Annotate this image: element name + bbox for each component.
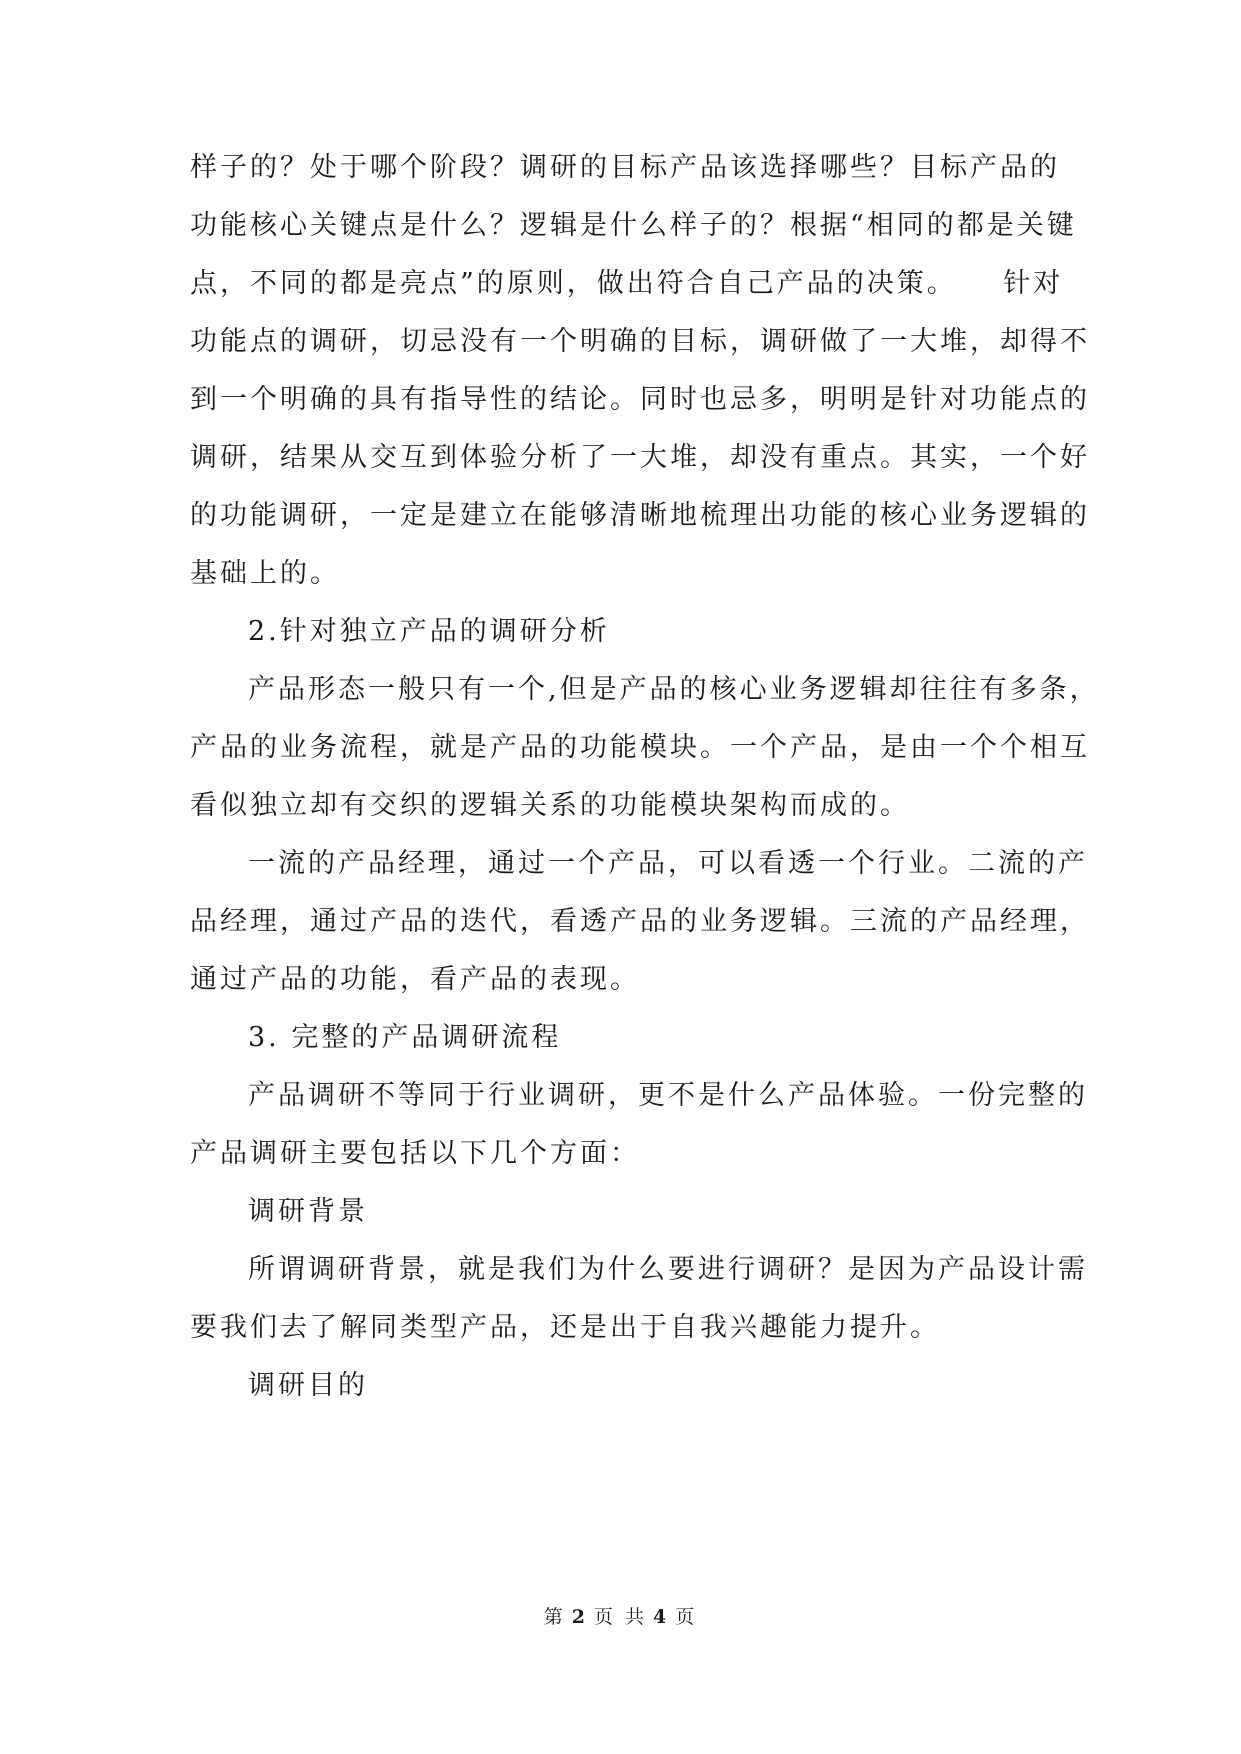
paragraph-line: 要我们去了解同类型产品，还是出于自我兴趣能力提升。 bbox=[190, 1312, 940, 1343]
current-page-number: 2 bbox=[571, 1606, 588, 1628]
paragraph-line: 功能核心关键点是什么？逻辑是什么样子的？根据“相同的都是关键 bbox=[190, 210, 1077, 241]
subsection-heading: 调研背景 bbox=[248, 1196, 368, 1227]
footer-prefix: 第 bbox=[543, 1606, 566, 1628]
paragraph-line: 的功能调研，一定是建立在能够清晰地梳理出功能的核心业务逻辑的 bbox=[190, 500, 1090, 531]
total-pages-number: 4 bbox=[653, 1606, 670, 1628]
paragraph-line: 点，不同的都是亮点”的原则，做出符合自己产品的决策。 针对 bbox=[190, 268, 1064, 299]
subsection-heading: 调研目的 bbox=[248, 1370, 368, 1401]
paragraph-line: 产品的业务流程，就是产品的功能模块。一个产品，是由一个个相互 bbox=[190, 732, 1090, 763]
paragraph-line: 功能点的调研，切忌没有一个明确的目标，调研做了一大堆，却得不 bbox=[190, 326, 1090, 357]
section-heading: 3. 完整的产品调研流程 bbox=[248, 1022, 562, 1053]
paragraph-line: 到一个明确的具有指导性的结论。同时也忌多，明明是针对功能点的 bbox=[190, 384, 1090, 415]
paragraph-line: 产品调研不等同于行业调研，更不是什么产品体验。一份完整的 bbox=[248, 1080, 1088, 1111]
paragraph-line: 产品调研主要包括以下几个方面： bbox=[190, 1138, 640, 1169]
section-heading: 2.针对独立产品的调研分析 bbox=[248, 616, 610, 647]
paragraph-line: 一流的产品经理，通过一个产品，可以看透一个行业。二流的产 bbox=[248, 848, 1088, 879]
paragraph-line: 所谓调研背景，就是我们为什么要进行调研？是因为产品设计需 bbox=[248, 1254, 1088, 1285]
footer-suffix: 页 bbox=[675, 1606, 698, 1628]
paragraph-line: 品经理，通过产品的迭代，看透产品的业务逻辑。三流的产品经理， bbox=[190, 906, 1090, 937]
paragraph-line: 产品形态一般只有一个,但是产品的核心业务逻辑却往往有多条， bbox=[248, 674, 1100, 705]
paragraph-line: 基础上的。 bbox=[190, 558, 340, 589]
paragraph-line: 看似独立却有交织的逻辑关系的功能模块架构而成的。 bbox=[190, 790, 910, 821]
paragraph-line: 调研，结果从交互到体验分析了一大堆，却没有重点。其实，一个好 bbox=[190, 442, 1090, 473]
paragraph-line: 样子的？处于哪个阶段？调研的目标产品该选择哪些？目标产品的 bbox=[190, 152, 1060, 183]
page-footer bbox=[0, 1605, 1241, 1629]
footer-middle: 页 共 bbox=[593, 1606, 648, 1628]
paragraph-line: 通过产品的功能，看产品的表现。 bbox=[190, 964, 640, 995]
